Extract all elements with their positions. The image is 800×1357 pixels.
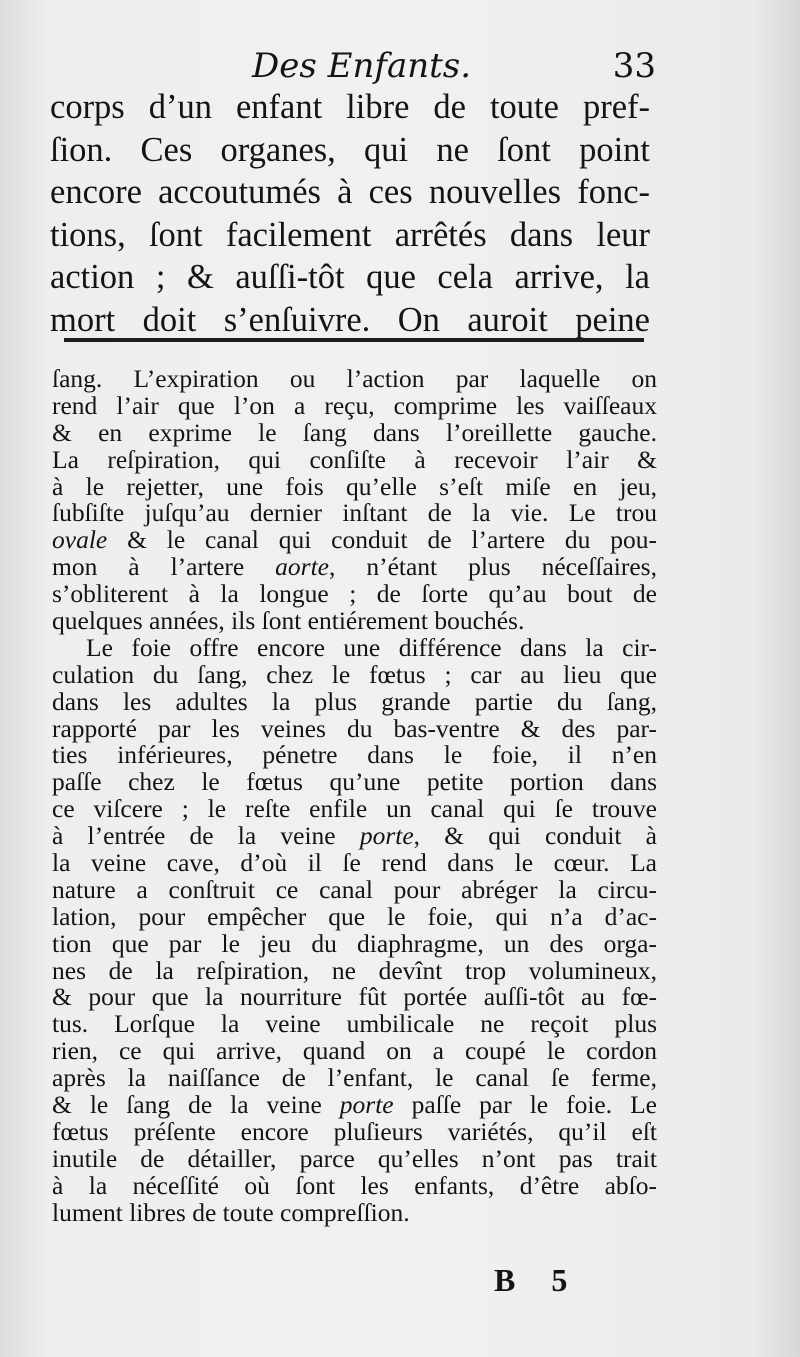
note-line: la veine cave, d’où il ſe rend dans le cœur. La	[52, 848, 657, 878]
note-segment: paſſe par le foie. Le	[393, 1090, 657, 1120]
note-line	[52, 1092, 657, 1119]
note-line: rapporté par les veines du bas-ventre & des par-	[52, 713, 657, 743]
text-line: action ; & auſſi-tôt que cela arrive, la	[50, 258, 650, 296]
text-line: encore accoutumés à ces nouvelles fonc-	[50, 173, 650, 211]
note-line: lation, pour empêcher que le foie, qui n’a d’ac-	[52, 901, 657, 931]
text-line: mort doit s’enſuivre. On auroit peine	[50, 300, 650, 339]
signature-mark: B 5	[494, 1262, 582, 1298]
note-line	[52, 527, 657, 554]
note-segment: à l’entrée de la veine	[52, 821, 360, 851]
note-line: rien, ce qui arrive, quand on a coupé le cordon	[52, 1036, 657, 1066]
note-line: & en exprime le ſang dans l’oreillette gauche.	[52, 417, 657, 447]
footnote-divider	[64, 338, 644, 342]
note-line: & pour que la nourriture fût portée auſſi-tôt au fœ-	[52, 982, 657, 1012]
italic-term: aorte	[275, 552, 329, 582]
italic-term: porte	[359, 821, 414, 851]
text-line: tions, ſont facilement arrêtés dans leur	[50, 215, 650, 254]
note-segment: , & qui conduit à	[413, 821, 657, 851]
note-line	[52, 554, 657, 581]
note-line: à la néceſſité où ſont les enfants, d’être abſo-	[52, 1170, 657, 1200]
note-line: après la naiſſance de l’enfant, le canal ſe ferme,	[52, 1063, 657, 1093]
note-line: rend l’air que l’on a reçu, comprime les vaiſſeaux	[52, 390, 657, 420]
note-line: ſubſiſte juſqu’au dernier inſtant de la vie. Le trou	[52, 498, 657, 528]
note-line: dans les adultes la plus grande partie du ſang,	[52, 686, 657, 716]
note-line: ties inférieures, pénetre dans le foie, il n’en	[52, 740, 657, 770]
note-line: La reſpiration, qui conſiſte à recevoir l’air &	[52, 444, 657, 474]
note-line	[52, 823, 657, 850]
note-line: fœtus préſente encore pluſieurs variétés, qu’il eſt	[52, 1116, 657, 1146]
note-line: tus. Lorſque la veine umbilicale ne reçoit plus	[52, 1009, 657, 1039]
note-line: ce viſcere ; le reſte enfile un canal qui ſe trouve	[52, 794, 657, 824]
italic-term: ovale	[52, 525, 108, 555]
note-segment: , n’étant plus néceſſaires,	[329, 552, 657, 582]
note-line: à le rejetter, une fois qu’elle s’eſt miſe en jeu,	[52, 471, 657, 501]
footnote-text	[52, 366, 657, 1227]
note-segment: mon à l’artere	[52, 552, 276, 582]
note-line: lument libres de toute compreſſion.	[52, 1197, 410, 1227]
note-line: s’obliterent à la longue ; de ſorte qu’au bout de	[52, 579, 657, 609]
note-line: nes de la reſpiration, ne devînt trop volumineux,	[52, 955, 657, 985]
note-line: ſang. L’expiration ou l’action par laquelle on	[52, 364, 657, 393]
text-line: ſion. Ces organes, qui ne ſont point	[50, 130, 650, 169]
note-line: tion que par le jeu du diaphragme, un des orga-	[52, 928, 657, 958]
note-line: Le foie offre encore une différence dans la cir-	[86, 632, 657, 662]
running-title: Des Enfants.	[252, 46, 472, 86]
page-number: 33	[612, 46, 656, 86]
note-segment: & le ſang de la veine	[52, 1090, 340, 1120]
page-header	[52, 44, 656, 88]
note-line: quelques années, ils ſont entiérement bouchés.	[52, 606, 525, 636]
text-line: corps d’un enfant libre de toute pref-	[50, 88, 650, 126]
note-segment: & le canal qui conduit de l’artere du pou-	[107, 525, 657, 555]
note-line: paſſe chez le fœtus qu’une petite portion dans	[52, 767, 657, 797]
note-line: nature a conſtruit ce canal pour abréger la circu-	[52, 874, 657, 904]
italic-term: porte	[339, 1090, 394, 1120]
note-line: culation du ſang, chez le fœtus ; car au lieu que	[52, 659, 657, 689]
note-line: inutile de détailler, parce qu’elles n’ont pas trait	[52, 1143, 657, 1173]
main-text	[50, 86, 650, 341]
